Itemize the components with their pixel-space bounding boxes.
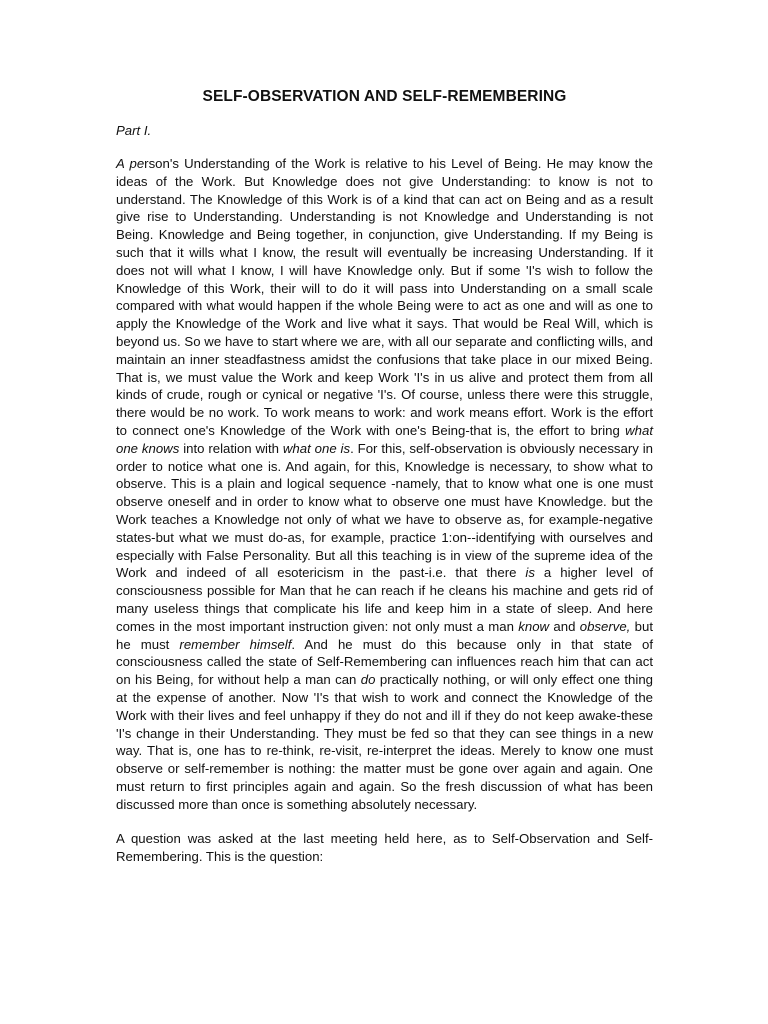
- text-segment: but he must: [116, 618, 653, 652]
- text-segment: what one is: [282, 440, 351, 456]
- text-segment: into relation with: [179, 440, 283, 456]
- text-segment: is: [525, 565, 535, 581]
- text-segment: A pe: [116, 156, 145, 171]
- document-title: SELF-OBSERVATION AND SELF-REMEMBERING: [202, 88, 567, 105]
- text-segment: know: [518, 618, 550, 634]
- text-segment: A question was asked at the last meeting held here, as to Self-Observation and Self-Remembering. This is the question:: [116, 831, 653, 865]
- text-segment: practically nothing, or will only effect one thing at the expense of another. Now 'I's that wish to work and connect the Knowledge of the Work with their lives and feel unhappy if they do not and ill if they do not keep awake-these 'I's change in their Understanding. They must be fed so that they can see things in a new way. That is, one has to re-think, re-visit, re-interpret the ideas. Merely to know one must observe or self-remember is nothing: the matter must be gone over again and again. One must return to first principles again and again. So the fresh discussion of what has been discussed more than once is something absolutely necessary.: [116, 672, 653, 812]
- text-segment: observe,: [579, 618, 631, 634]
- text-segment: a higher level of consciousness possible for Man that he can reach if he cleans his machine and gets rid of many useless things that complicate his life and keep him in a state of sleep. And here comes in the most important instruction given: not only must a man: [116, 565, 653, 634]
- text-segment: do: [360, 672, 376, 688]
- text-segment: what one knows: [116, 422, 653, 456]
- text-segment: remember himself: [179, 636, 292, 652]
- body-paragraph: [116, 155, 653, 813]
- body-paragraph: [116, 830, 653, 866]
- text-segment: rson's Understanding of the Work is relative to his Level of Being. He may know the ideas of the Work. But Knowledge does not give Understanding: to know is not to understand. The Knowledge of this Work is of a kind that can act on Being and as a result give rise to Understanding. Understanding is not Knowledge and Understanding is not Being. Knowledge and Being together, in conjunction, give Understanding. If my Being is such that it wills what I know, the result will eventually be increasing Understanding. If it does not will what I know, I will have Knowledge only. But if some 'I's wish to follow the Knowledge of this Work, their will to do it will pass into Understanding on a small scale compared with what would happen if the whole Being were to act as one and will as one to apply the Knowledge of the Work and live what it says. That would be Real Will, which is beyond us. So we have to start where we are, with all our separate and conflicting wills, and maintain an inner steadfastness amidst the confusions that take place in our mixed Being. That is, we must value the Work and keep Work 'I's in us alive and protect them from all kinds of crude, rough or cynical or negative 'I's. Of course, unless there were this struggle, there would be no work. To work means to work: and work means effort. Work is the effort to connect one's Knowledge of the Work with one's Being-that is, the effort to bring: [116, 156, 654, 438]
- document-page: [116, 88, 653, 883]
- text-segment: . For this, self-observation is obviously necessary in order to notice what one is. And again, for this, Knowledge is necessary, to show what to observe. This is a plain and logical sequence -namely, that to know what one is one must observe oneself and in order to know what to observe one must have Knowledge. but the Work teaches a Knowledge not only of what we have to observe as, for example-negative states-but what we must do-as, for example, practice 1:on--identifying with ourselves and especially with False Personality. But all this teaching is in view of the supreme idea of the Work and indeed of all esotericism in the past-i.e. that there: [116, 440, 654, 581]
- text-segment: and: [549, 618, 580, 634]
- part-label: Part I.: [116, 123, 152, 138]
- text-segment: . And he must do this because only in that state of consciousness called the state of Self-Remembering can influences reach him that can act on his Being, for without help a man can: [116, 636, 654, 688]
